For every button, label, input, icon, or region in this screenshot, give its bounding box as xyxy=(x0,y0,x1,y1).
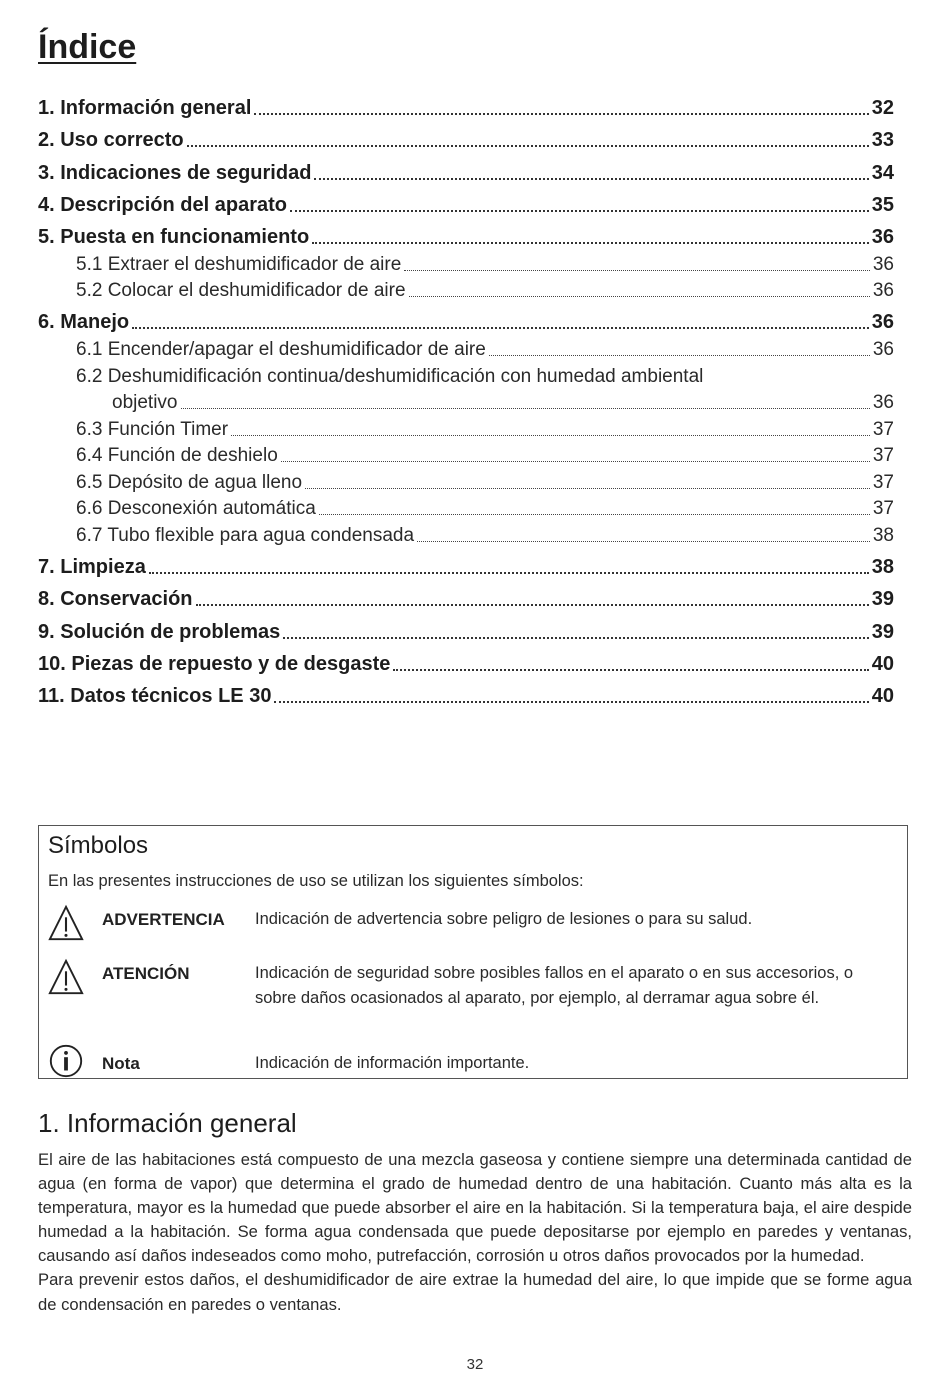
toc-entry-page: 40 xyxy=(871,652,894,675)
toc-leader-dots xyxy=(319,514,870,515)
toc-leader-dots xyxy=(254,113,868,115)
toc-leader-dots xyxy=(290,210,869,212)
toc-entry xyxy=(38,467,894,494)
toc-leader-dots xyxy=(132,327,869,329)
toc-entry xyxy=(38,152,894,184)
toc-entry-label: 4. Descripción del aparato xyxy=(38,193,287,216)
toc-entry-page: 36 xyxy=(871,311,894,334)
toc-entry-page: 38 xyxy=(872,525,894,547)
toc-entry-label: 6.4 Función de deshielo xyxy=(76,445,278,467)
toc-entry xyxy=(38,120,894,152)
toc-entry xyxy=(38,611,894,643)
toc-entry-continuation xyxy=(38,388,894,415)
body-paragraph: El aire de las habitaciones está compuesto de una mezcla gaseosa y contiene siempre una determinada cantidad de agua (en forma de vapor) que determina el grado de humedad dentro de una habitación. Cuanto más alta es la temperatura, mayor es la humedad que puede absorber el aire en la habitación. Si la temperatura baja, el aire despide humedad a la habitación. Se forma agua condensada que puede depositarse por ejemplo en paredes y ventanas, causando así daños indeseados como moho, putrefacción, corrosión u otros daños provocados por la humedad. xyxy=(38,1150,912,1266)
toc-entry-label: 9. Solución de problemas xyxy=(38,620,281,643)
section-heading: 1. Información general xyxy=(38,1108,297,1138)
toc-entry xyxy=(38,520,894,547)
toc-leader-dots xyxy=(404,270,870,271)
toc-leader-dots xyxy=(149,572,869,574)
toc-leader-dots xyxy=(312,242,869,244)
symbol-name: ADVERTENCIA xyxy=(102,910,225,929)
toc-entry-page: 36 xyxy=(872,253,894,275)
toc-entry xyxy=(38,494,894,521)
toc-entry-label: 6.2 Deshumidificación continua/deshumidificación con humedad ambiental xyxy=(76,365,704,387)
toc-leader-dots xyxy=(417,541,870,542)
toc-entry xyxy=(38,334,894,361)
toc-entry-page: 34 xyxy=(871,161,894,184)
toc-entry-label: 5. Puesta en funcionamiento xyxy=(38,225,310,248)
toc-entry-page: 38 xyxy=(871,556,894,579)
toc-entry-label: objetivo xyxy=(112,392,178,414)
toc-leader-dots xyxy=(281,461,870,462)
symbol-description: Indicación de seguridad sobre posibles fallos en el aparato o en sus accesorios, o sobre daños ocasionados al aparato, por ejemplo, al derramar agua sobre él. xyxy=(255,964,854,1007)
toc-entry xyxy=(38,441,894,468)
toc-entry-label: 3. Indicaciones de seguridad xyxy=(38,161,312,184)
toc-entry xyxy=(38,302,894,334)
toc-leader-dots xyxy=(231,435,870,436)
table-of-contents xyxy=(38,88,894,708)
symbol-name: Nota xyxy=(102,1054,140,1073)
section-body xyxy=(38,1148,912,1317)
toc-entry-label: 6.5 Depósito de agua lleno xyxy=(76,471,303,493)
toc-entry-page: 35 xyxy=(871,193,894,216)
toc-entry-label: 5.2 Colocar el deshumidificador de aire xyxy=(76,280,406,302)
symbol-name: ATENCIÓN xyxy=(102,964,190,983)
symbol-description: Indicación de información importante. xyxy=(255,1054,530,1072)
toc-leader-dots xyxy=(409,296,870,297)
toc-entry-label: 8. Conservación xyxy=(38,588,193,611)
toc-entry-label: 6.6 Desconexión automática xyxy=(76,498,316,520)
toc-entry xyxy=(38,361,894,388)
toc-entry-page: 32 xyxy=(871,97,894,120)
toc-entry-page: 39 xyxy=(871,620,894,643)
toc-entry xyxy=(38,579,894,611)
toc-entry xyxy=(38,547,894,579)
toc-entry-page: 36 xyxy=(871,225,894,248)
toc-leader-dots xyxy=(283,637,868,639)
toc-entry-page: 36 xyxy=(872,392,894,414)
toc-entry xyxy=(38,88,894,120)
toc-leader-dots xyxy=(187,145,869,147)
toc-leader-dots xyxy=(489,355,870,356)
symbols-box xyxy=(38,825,908,1079)
toc-entry-label: 6.3 Función Timer xyxy=(76,418,229,440)
toc-entry-label: 5.1 Extraer el deshumidificador de aire xyxy=(76,253,402,275)
warning-triangle-icon xyxy=(47,904,85,942)
warning-triangle-icon xyxy=(47,958,85,996)
symbol-description: Indicación de advertencia sobre peligro de lesiones o para su salud. xyxy=(255,910,753,928)
toc-entry-page: 37 xyxy=(872,445,894,467)
toc-entry xyxy=(38,644,894,676)
toc-leader-dots xyxy=(305,488,870,489)
toc-entry-label: 6. Manejo xyxy=(38,311,130,334)
toc-entry-page: 40 xyxy=(871,685,894,707)
toc-entry-label: 2. Uso correcto xyxy=(38,129,184,152)
toc-leader-dots xyxy=(196,604,869,606)
toc-entry-label: 1. Información general xyxy=(38,97,252,120)
body-paragraph: Para prevenir estos daños, el deshumidificador de aire extrae la humedad del aire, lo que impide que se forme agua de condensación en paredes o ventanas. xyxy=(38,1270,912,1314)
page-number: 32 xyxy=(466,1356,484,1373)
toc-entry-label: 10. Piezas de repuesto y de desgaste xyxy=(38,652,391,675)
toc-entry xyxy=(38,276,894,303)
symbols-intro: En las presentes instrucciones de uso se utilizan los siguientes símbolos: xyxy=(48,872,584,890)
toc-entry-page: 37 xyxy=(872,498,894,520)
info-circle-icon xyxy=(47,1042,85,1080)
toc-leader-dots xyxy=(314,178,868,180)
toc-entry xyxy=(38,185,894,217)
toc-entry-page: 36 xyxy=(872,338,894,360)
toc-entry xyxy=(38,414,894,441)
page-title: Índice xyxy=(38,28,137,66)
toc-entry xyxy=(38,249,894,276)
toc-entry-label: 6.7 Tubo flexible para agua condensada xyxy=(76,525,415,547)
toc-leader-dots xyxy=(181,408,870,409)
toc-entry-page: 37 xyxy=(872,418,894,440)
toc-entry-page: 36 xyxy=(872,280,894,302)
toc-entry xyxy=(38,217,894,249)
symbols-title: Símbolos xyxy=(48,832,149,859)
toc-leader-dots xyxy=(274,701,868,703)
toc-entry-label: 6.1 Encender/apagar el deshumidificador de aire xyxy=(76,338,486,360)
toc-entry-label: 7. Limpieza xyxy=(38,556,146,579)
toc-leader-dots xyxy=(393,669,868,671)
toc-entry xyxy=(38,676,894,708)
toc-entry-page: 37 xyxy=(872,471,894,493)
toc-entry-page: 39 xyxy=(871,588,894,611)
toc-entry-label: 11. Datos técnicos LE 30 xyxy=(38,685,272,707)
toc-entry-page: 33 xyxy=(871,129,894,152)
